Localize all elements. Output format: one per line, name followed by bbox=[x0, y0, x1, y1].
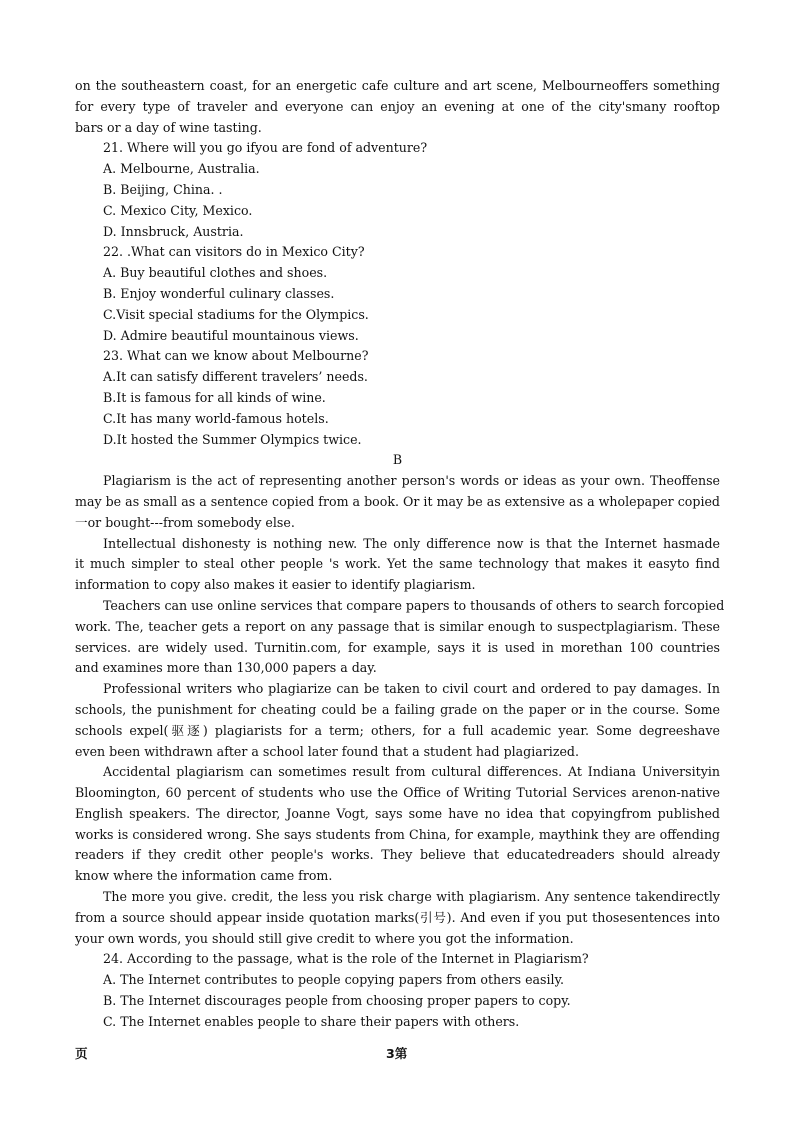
text-line: Bloomington, 60 percent of students who use the Office of Writing Tutorial Services arenon-native bbox=[75, 785, 720, 801]
option-a: A. The Internet contributes to people copying papers from others easily. bbox=[103, 972, 565, 988]
text-line: Professional writers who plagiarize can be taken to civil court and ordered to pay damages. In bbox=[103, 681, 720, 697]
question-21 bbox=[75, 138, 720, 242]
option-c: C.It has many world-famous hotels. bbox=[103, 410, 329, 426]
question-stem: 23. What can we know about Melbourne? bbox=[103, 348, 369, 364]
text-line: bars or a day of wine tasting. bbox=[75, 119, 262, 135]
text-line: readers if they credit other people's works. They believe that educatedreaders should already bbox=[75, 847, 720, 863]
text-line: Teachers can use online services that compare papers to thousands of others to search forcopied bbox=[103, 597, 725, 613]
text-line: work. The, teacher gets a report on any passage that is similar enough to suspectplagiarism. These bbox=[75, 618, 720, 634]
paragraph bbox=[75, 762, 720, 887]
text-line: Accidental plagiarism can sometimes result from cultural differences. At Indiana Universityin bbox=[103, 764, 720, 780]
text-line: it much simpler to steal other people 's work. Yet the same technology that makes it easyto find bbox=[75, 556, 720, 572]
text-line: and examines more than 130,000 papers a day. bbox=[75, 660, 377, 676]
option-b: B. The Internet discourages people from choosing proper papers to copy. bbox=[103, 993, 571, 1009]
footer-page-label: 页 bbox=[75, 1046, 88, 1061]
text-line: services. are widely used. Turnitin.com, for example, says it is used in morethan 100 countries bbox=[75, 639, 720, 655]
question-stem: 21. Where will you go ifyou are fond of adventure? bbox=[103, 140, 428, 156]
option-c: C.Visit special stadiums for the Olympics. bbox=[103, 306, 369, 322]
section-heading: B bbox=[392, 452, 403, 468]
text-line: schools, the punishment for cheating could be a failing grade on the paper or in the course. Some bbox=[75, 701, 720, 717]
text-line: your own words, you should still give credit to where you got the information. bbox=[75, 930, 574, 946]
text-line: on the southeastern coast, for an energetic cafe culture and art scene, Melbourneoffers something bbox=[75, 78, 720, 93]
passage-a-continuation bbox=[75, 76, 720, 138]
question-22 bbox=[75, 242, 720, 346]
page-body bbox=[75, 76, 725, 1033]
option-d: D. Admire beautiful mountainous views. bbox=[103, 327, 359, 343]
text-line: even been withdrawn after a school later found that a student had plagiarized. bbox=[75, 743, 579, 759]
footer-page-number: 3第 bbox=[386, 1046, 408, 1061]
text-line: know where the information came from. bbox=[75, 868, 333, 884]
text-line: schools expel(驱逐) plagiarists for a term; others, for a full academic year. Some degreeshave bbox=[75, 722, 720, 738]
question-23 bbox=[75, 346, 720, 450]
text-line: 一or bought---from somebody else. bbox=[75, 514, 295, 530]
text-line: Plagiarism is the act of representing another person's words or ideas as your own. Theoffense bbox=[103, 473, 720, 489]
text-line: may be as small as a sentence copied from a book. Or it may be as extensive as a wholepaper copied bbox=[75, 493, 720, 509]
paragraph bbox=[75, 471, 720, 533]
text-line: The more you give. credit, the less you risk charge with plagiarism. Any sentence takendirectly bbox=[103, 889, 720, 905]
text-line: Intellectual dishonesty is nothing new. The only difference now is that the Internet hasmade bbox=[103, 535, 720, 551]
option-d: D. Innsbruck, Austria. bbox=[103, 223, 244, 239]
option-b: B.It is famous for all kinds of wine. bbox=[103, 389, 326, 405]
paragraph bbox=[75, 887, 720, 949]
option-a: A. Melbourne, Australia. bbox=[103, 161, 260, 177]
paragraph bbox=[75, 596, 725, 679]
option-c: C. Mexico City, Mexico. bbox=[103, 202, 253, 218]
option-a: A.It can satisfy different travelers’ needs. bbox=[103, 369, 368, 385]
question-stem: 22. .What can visitors do in Mexico City? bbox=[103, 244, 365, 260]
question-24 bbox=[75, 949, 720, 1032]
text-line: for every type of traveler and everyone can enjoy an evening at one of the city'smany rooftop bbox=[75, 98, 720, 114]
option-d: D.It hosted the Summer Olympics twice. bbox=[103, 431, 362, 447]
passage-b bbox=[75, 471, 725, 949]
text-line: English speakers. The director, Joanne Vogt, says some have no idea that copyingfrom published bbox=[75, 805, 720, 821]
option-c: C. The Internet enables people to share their papers with others. bbox=[103, 1013, 520, 1029]
option-b: B. Enjoy wonderful culinary classes. bbox=[103, 285, 335, 301]
text-line: from a source should appear inside quotation marks(引号). And even if you put thosesentences into bbox=[75, 909, 720, 925]
paragraph bbox=[75, 534, 720, 596]
paragraph bbox=[75, 679, 720, 762]
question-stem: 24. According to the passage, what is the role of the Internet in Plagiarism? bbox=[103, 951, 589, 967]
option-a: A. Buy beautiful clothes and shoes. bbox=[103, 265, 328, 281]
text-line: information to copy also makes it easier to identify plagiarism. bbox=[75, 577, 476, 593]
option-b: B. Beijing, China. . bbox=[103, 181, 223, 197]
text-line: works is considered wrong. She says students from China, for example, maythink they are offending bbox=[75, 826, 720, 842]
